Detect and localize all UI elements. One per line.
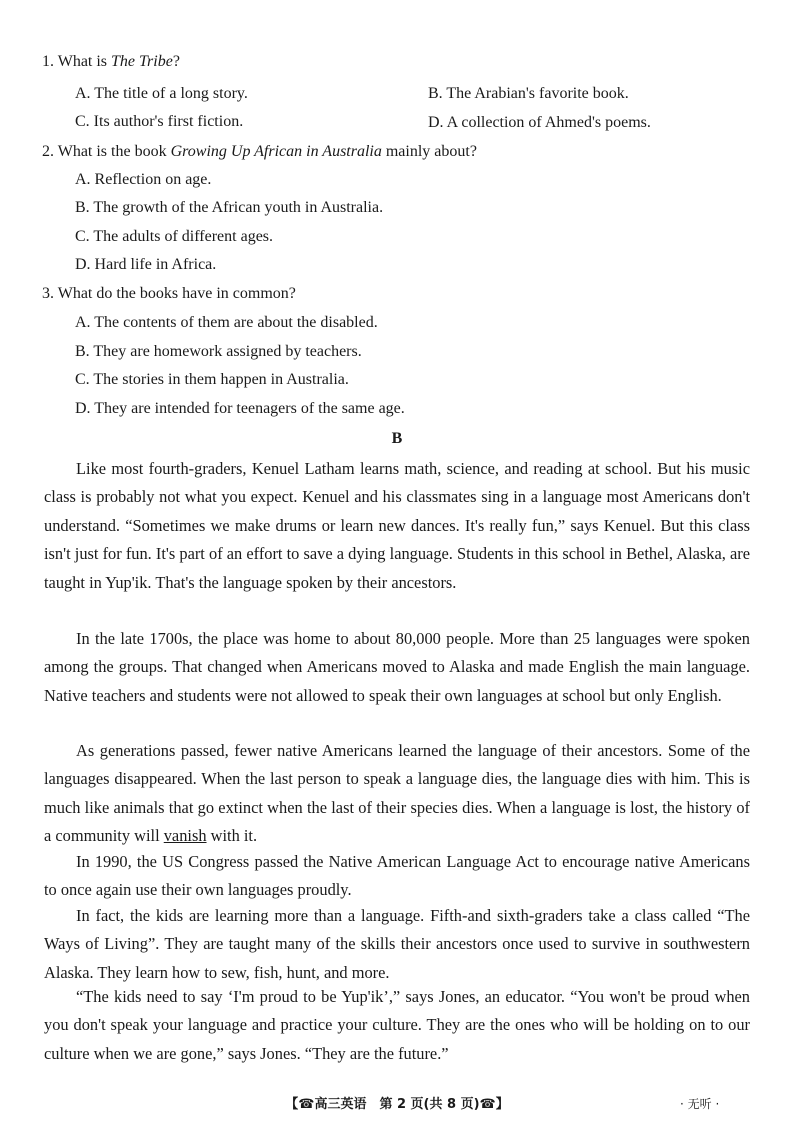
question-3-option-a: A. The contents of them are about the disabled. xyxy=(75,314,378,331)
passage-paragraph-2: In the late 1700s, the place was home to about 80,000 people. More than 25 languages were spoken among the groups. That changed when Americans moved to Alaska and made English the main language. Native teachers and students were not allowed to speak their own languages at school but only English. xyxy=(44,629,750,705)
question-1-title: The Tribe xyxy=(111,53,173,70)
question-2-option-d: D. Hard life in Africa. xyxy=(75,256,217,273)
question-2-prefix: 2. What is the book xyxy=(42,143,171,160)
page-footer: 【☎高三英语 第 2 页(共 8 页)☎】 xyxy=(285,1097,509,1112)
question-3-option-b: B. They are homework assigned by teachers. xyxy=(75,343,362,360)
question-2-suffix: mainly about? xyxy=(381,143,477,160)
question-2-option-b: B. The growth of the African youth in Australia. xyxy=(75,199,384,216)
question-1-option-a: A. The title of a long story. xyxy=(75,85,248,102)
footer-right-mark: · 无听 · xyxy=(680,1097,720,1111)
question-1-prefix: 1. What is xyxy=(42,53,112,70)
question-1-suffix: ? xyxy=(172,53,180,70)
passage-paragraph-3-after: with it. xyxy=(206,826,258,846)
passage-paragraph-1: Like most fourth-graders, Kenuel Latham learns math, science, and reading at school. But his music class is probably not what you expect. Kenuel and his classmates sing in a language most Americans don't understand. “Sometimes we make drums or learn new dances. It's really fun,” says Kenuel. But this class isn't just for fun. It's part of an effort to save a dying language. Students in this school in Bethel, Alaska, are taught in Yup'ik. That's the language spoken by their ancestors. xyxy=(44,459,750,592)
question-2-title: Growing Up African in Australia xyxy=(170,143,382,160)
passage-paragraph-3-before: As generations passed, fewer native Americans learned the language of their ancestors. Some of the languages disappeared. When the last person to speak a language dies, the language dies with him. This is much like animals that go extinct when the last of their species dies. When a language is lost, the history of a community will xyxy=(44,741,750,846)
passage-paragraph-3 xyxy=(44,737,750,851)
question-1-option-d: D. A collection of Ahmed's poems. xyxy=(428,114,651,131)
passage-paragraph-4: In 1990, the US Congress passed the Native American Language Act to encourage native Americans to once again use their own languages proudly. xyxy=(44,852,750,900)
question-3-stem: 3. What do the books have in common? xyxy=(42,285,296,302)
question-1-option-c: C. Its author's first fiction. xyxy=(75,113,244,130)
underlined-word-vanish: vanish xyxy=(163,826,207,846)
passage-paragraph-5: In fact, the kids are learning more than a language. Fifth-and sixth-graders take a class called “The Ways of Living”. They are taught many of the skills their ancestors once used to survive in southwestern Alaska. They learn how to sew, fish, hunt, and more. xyxy=(44,906,750,982)
question-2-option-c: C. The adults of different ages. xyxy=(75,228,274,245)
question-3-option-c: C. The stories in them happen in Australia. xyxy=(75,371,349,388)
passage-paragraph-6: “The kids need to say ‘I'm proud to be Yup'ik’,” says Jones, an educator. “You won't be proud when you don't speak your language and practice your culture. They are the ones who will be holding on to our culture when we are gone,” says Jones. “They are the future.” xyxy=(44,987,750,1063)
question-1-stem xyxy=(42,52,180,72)
question-2-stem xyxy=(42,142,477,162)
passage-heading: B xyxy=(391,430,403,447)
question-1-option-b: B. The Arabian's favorite book. xyxy=(428,85,629,102)
question-2-option-a: A. Reflection on age. xyxy=(75,171,212,188)
question-3-option-d: D. They are intended for teenagers of the same age. xyxy=(75,400,405,417)
